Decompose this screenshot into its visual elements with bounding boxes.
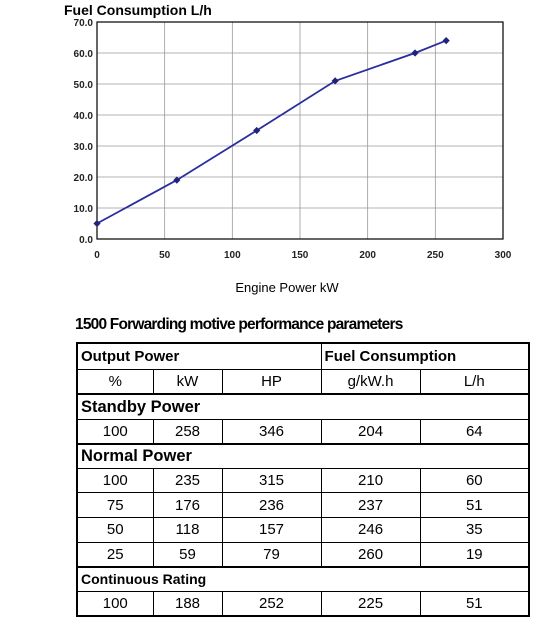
cell-hp: 79 [222,542,321,567]
y-tick-label: 40.0 [73,111,93,122]
table-heading: 1500 Forwarding motive performance parameters [75,316,403,333]
x-tick-label: 250 [426,250,444,261]
output-power-header: Output Power [77,343,321,370]
unit-kw: kW [153,370,222,395]
normal-power-label: Normal Power [77,444,529,469]
cell-l-per-h: 64 [420,419,529,444]
cell-g-per-kwh: 204 [321,419,420,444]
y-tick-label: 50.0 [73,80,93,91]
x-axis-label: Engine Power kW [235,280,339,295]
y-tick-label: 10.0 [73,204,93,215]
table-row [77,518,529,543]
table-row [77,591,529,616]
cell-hp: 315 [222,468,321,493]
cell-kw: 176 [153,493,222,518]
cell-hp: 157 [222,518,321,543]
standby-power-section-row [77,394,529,419]
cell-hp: 252 [222,591,321,616]
y-tick-label: 30.0 [73,142,93,153]
x-tick-label: 100 [223,250,241,261]
unit-percent: % [77,370,153,395]
cell-g-per-kwh: 237 [321,493,420,518]
y-tick-label: 70.0 [73,18,93,29]
cell-l-per-h: 60 [420,468,529,493]
cell-percent: 100 [77,591,153,616]
cell-g-per-kwh: 260 [321,542,420,567]
cell-hp: 346 [222,419,321,444]
table-row [77,419,529,444]
cell-percent: 25 [77,542,153,567]
cell-hp: 236 [222,493,321,518]
data-point [93,220,100,227]
x-tick-label: 300 [494,250,512,261]
cell-g-per-kwh: 210 [321,468,420,493]
chart-title: Fuel Consumption L/h [64,2,212,18]
y-axis-ticks [74,18,94,246]
chart-series [93,37,449,227]
series-line [97,41,446,224]
cell-kw: 59 [153,542,222,567]
x-axis-ticks [94,250,512,261]
chart-grid [97,22,503,239]
cell-percent: 100 [77,468,153,493]
cell-l-per-h: 51 [420,591,529,616]
table-row [77,542,529,567]
cell-kw: 118 [153,518,222,543]
units-row [77,370,529,395]
y-tick-label: 0.0 [79,235,93,246]
unit-g-per-kwh: g/kW.h [321,370,420,395]
data-point [411,49,418,56]
cell-percent: 75 [77,493,153,518]
x-tick-label: 50 [159,250,171,261]
cell-l-per-h: 51 [420,493,529,518]
cell-g-per-kwh: 225 [321,591,420,616]
x-tick-label: 200 [359,250,377,261]
fuel-consumption-header: Fuel Consumption [321,343,529,370]
cell-l-per-h: 19 [420,542,529,567]
x-tick-label: 0 [94,250,100,261]
cell-kw: 235 [153,468,222,493]
unit-hp: HP [222,370,321,395]
unit-l-per-h: L/h [420,370,529,395]
cell-g-per-kwh: 246 [321,518,420,543]
data-point [443,37,450,44]
y-tick-label: 60.0 [73,49,93,60]
continuous-rating-label: Continuous Rating [77,567,529,592]
x-tick-label: 150 [291,250,309,261]
continuous-rating-section-row [77,567,529,592]
group-header-row [77,343,529,370]
y-tick-label: 20.0 [73,173,93,184]
normal-power-section-row [77,444,529,469]
cell-l-per-h: 35 [420,518,529,543]
cell-percent: 50 [77,518,153,543]
table-row [77,468,529,493]
cell-kw: 258 [153,419,222,444]
fuel-consumption-chart [0,0,560,300]
standby-power-label: Standby Power [77,394,529,419]
performance-table [76,342,530,617]
cell-kw: 188 [153,591,222,616]
table-row [77,493,529,518]
cell-percent: 100 [77,419,153,444]
